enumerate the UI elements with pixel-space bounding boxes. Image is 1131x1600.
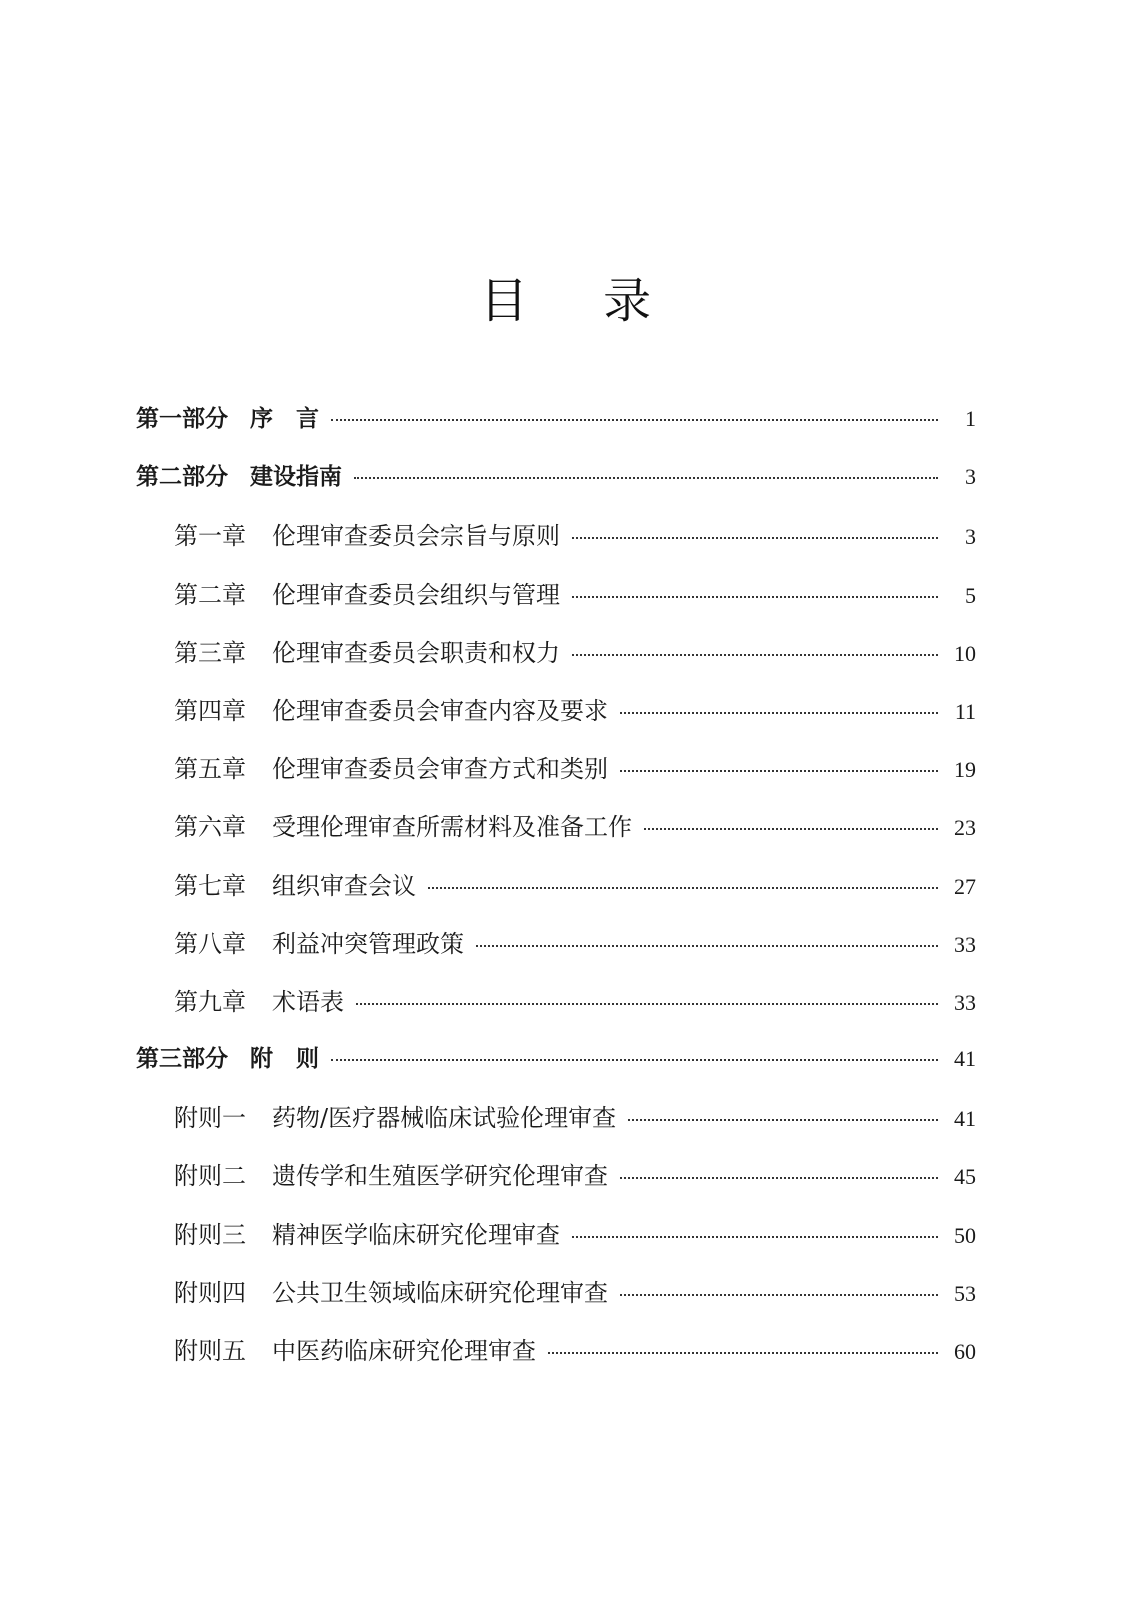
toc-dot-leader — [548, 1352, 938, 1354]
toc-entry-number: 第二章 — [174, 580, 246, 609]
toc-page-number: 5 — [965, 582, 976, 608]
toc-page-number: 23 — [954, 815, 976, 841]
toc-chapter-row[interactable] — [136, 807, 976, 865]
toc-entry-number: 附则二 — [174, 1162, 246, 1191]
toc-entry-label: 伦理审查委员会宗旨与原则 — [272, 522, 560, 551]
toc-entry-number: 第三部分 — [136, 1046, 228, 1073]
toc-dot-leader — [331, 419, 938, 421]
toc-entry-label: 药物/医疗器械临床试验伦理审查 — [272, 1104, 617, 1133]
toc-page-number: 1 — [965, 406, 976, 431]
toc-dot-leader — [356, 1003, 938, 1005]
toc-dot-leader — [628, 1119, 938, 1121]
toc-part-row[interactable] — [136, 1040, 976, 1098]
toc-page-number: 3 — [965, 464, 976, 490]
toc-dot-leader — [644, 828, 938, 830]
toc-dot-leader — [354, 477, 938, 479]
toc-page-number: 41 — [954, 1046, 976, 1072]
toc-page-number: 45 — [954, 1164, 976, 1190]
toc-entry-number: 附则四 — [174, 1278, 246, 1307]
toc-entry-label: 术语表 — [272, 987, 344, 1016]
toc-page-number: 53 — [954, 1280, 976, 1306]
toc-page-number: 33 — [954, 989, 976, 1015]
toc-part-row[interactable] — [136, 458, 976, 516]
toc-dot-leader — [572, 596, 938, 598]
toc-dot-leader — [331, 1059, 938, 1061]
toc-entry-label: 伦理审查委员会职责和权力 — [272, 638, 560, 667]
toc-chapter-row[interactable] — [136, 1273, 976, 1331]
toc-dot-leader — [620, 712, 938, 714]
toc-entry-label: 受理伦理审查所需材料及准备工作 — [272, 813, 632, 842]
toc-entry-number: 第七章 — [174, 871, 246, 900]
toc-entry-number: 第八章 — [174, 929, 246, 958]
toc-dot-leader — [572, 654, 938, 656]
toc-entry-number: 第一部分 — [136, 406, 228, 432]
toc-chapter-row[interactable] — [136, 924, 976, 982]
toc-dot-leader — [620, 770, 938, 772]
toc-entry-label: 伦理审查委员会审查方式和类别 — [272, 755, 608, 784]
toc-entry-number: 第九章 — [174, 987, 246, 1016]
toc-dot-leader — [476, 945, 938, 947]
toc-chapter-row[interactable] — [136, 633, 976, 691]
toc-entry-label: 附 则 — [250, 1046, 319, 1073]
toc-entry-label: 利益冲突管理政策 — [272, 929, 464, 958]
toc-page-number: 27 — [954, 873, 976, 899]
toc-page-number: 41 — [954, 1106, 976, 1132]
table-of-contents — [136, 400, 976, 1389]
toc-page-number: 19 — [954, 757, 976, 783]
toc-chapter-row[interactable] — [136, 691, 976, 749]
toc-chapter-row[interactable] — [136, 749, 976, 807]
page-title: 目 录 — [479, 273, 682, 329]
toc-part-row[interactable] — [136, 400, 976, 458]
toc-entry-number: 附则五 — [174, 1337, 246, 1365]
toc-entry-label: 中医药临床研究伦理审查 — [272, 1337, 536, 1365]
toc-entry-label: 建设指南 — [250, 464, 342, 491]
toc-page-number: 33 — [954, 931, 976, 957]
toc-chapter-row[interactable] — [136, 1156, 976, 1214]
toc-chapter-row[interactable] — [136, 575, 976, 633]
toc-chapter-row[interactable] — [136, 982, 976, 1040]
toc-chapter-row[interactable] — [136, 516, 976, 574]
toc-chapter-row[interactable] — [136, 1215, 976, 1273]
toc-entry-number: 附则三 — [174, 1220, 246, 1249]
toc-page-number: 3 — [965, 524, 976, 550]
toc-chapter-row[interactable] — [136, 866, 976, 924]
toc-entry-number: 第四章 — [174, 696, 246, 725]
toc-dot-leader — [620, 1177, 938, 1179]
toc-dot-leader — [572, 1236, 938, 1238]
toc-page-number: 11 — [954, 698, 976, 724]
toc-chapter-row[interactable] — [136, 1098, 976, 1156]
toc-page-number: 10 — [954, 640, 976, 666]
toc-entry-number: 第五章 — [174, 755, 246, 784]
toc-dot-leader — [572, 537, 938, 539]
toc-chapter-row[interactable] — [136, 1331, 976, 1389]
toc-entry-label: 精神医学临床研究伦理审查 — [272, 1220, 560, 1249]
toc-page-number: 60 — [954, 1339, 976, 1364]
toc-dot-leader — [428, 887, 938, 889]
toc-entry-label: 伦理审查委员会组织与管理 — [272, 580, 560, 609]
toc-entry-label: 组织审查会议 — [272, 871, 416, 900]
toc-entry-number: 第六章 — [174, 813, 246, 842]
toc-page-number: 50 — [954, 1222, 976, 1248]
toc-entry-label: 公共卫生领域临床研究伦理审查 — [272, 1278, 608, 1307]
toc-entry-number: 第二部分 — [136, 464, 228, 491]
toc-entry-number: 附则一 — [174, 1104, 246, 1133]
toc-dot-leader — [620, 1294, 938, 1296]
toc-entry-number: 第三章 — [174, 638, 246, 667]
toc-entry-label: 遗传学和生殖医学研究伦理审查 — [272, 1162, 608, 1191]
toc-entry-number: 第一章 — [174, 522, 246, 551]
toc-entry-label: 伦理审查委员会审查内容及要求 — [272, 696, 608, 725]
toc-entry-label: 序 言 — [250, 406, 319, 432]
